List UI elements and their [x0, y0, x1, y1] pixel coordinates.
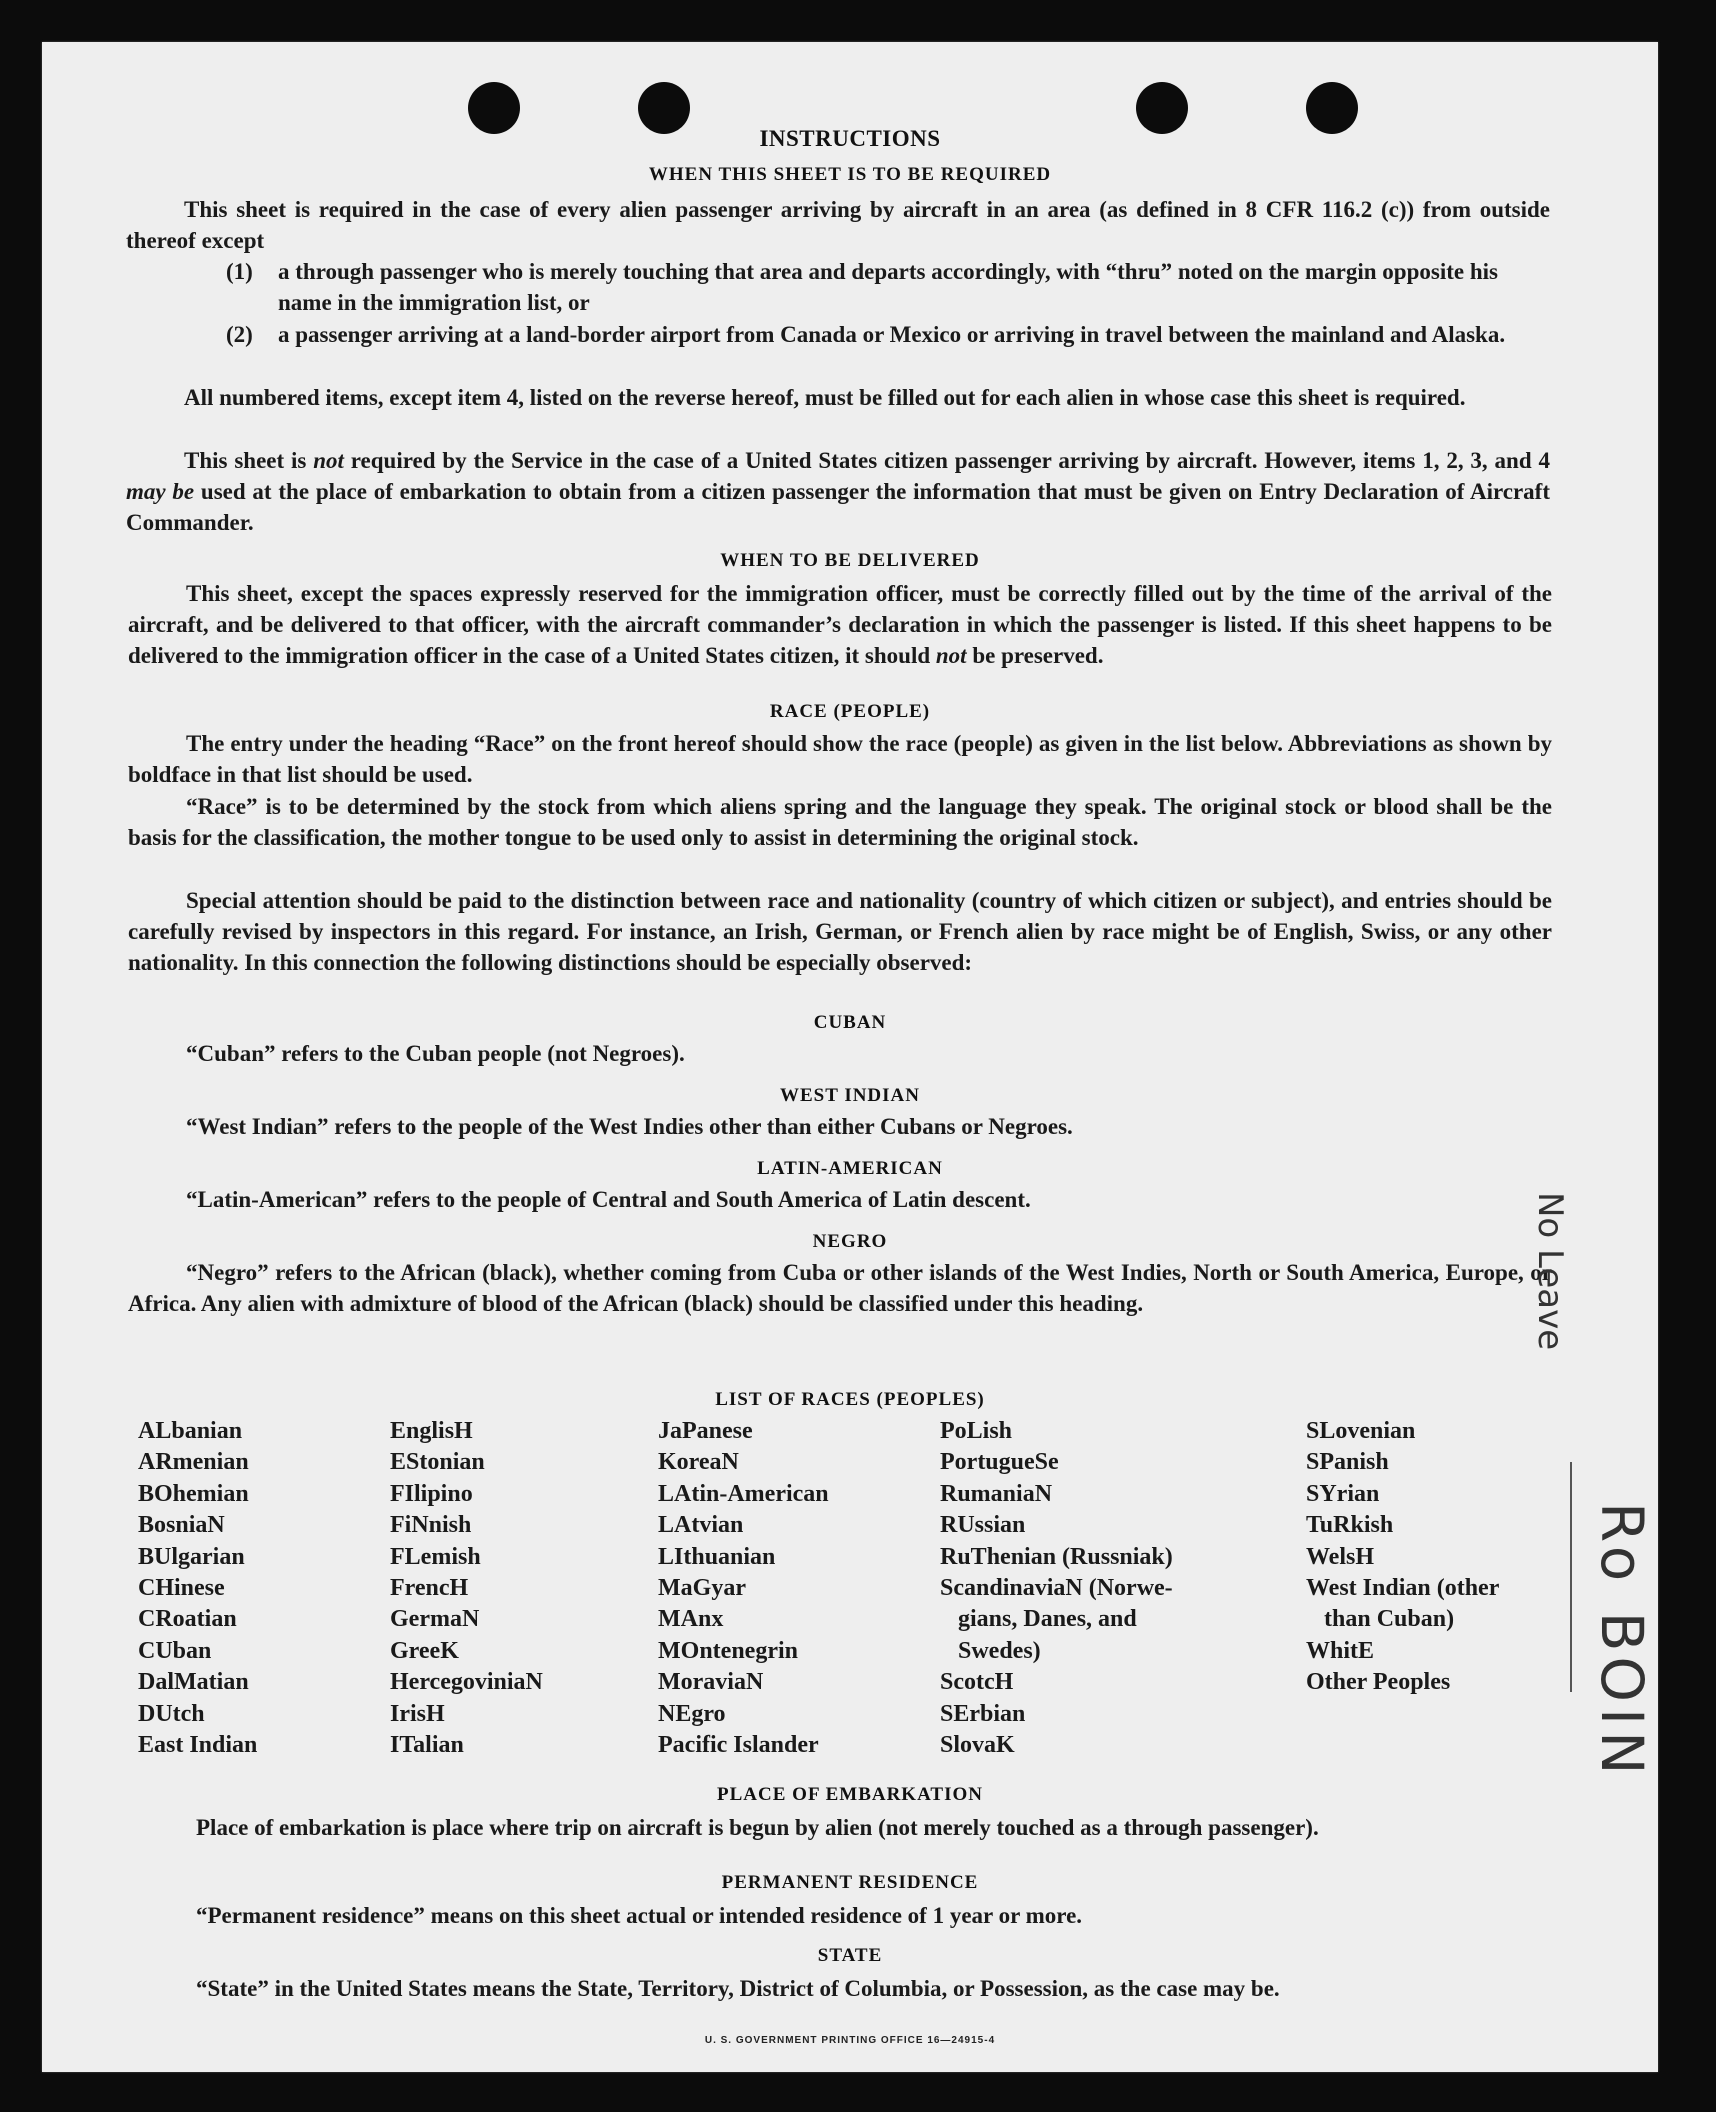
- race-item: MaGyar: [658, 1575, 746, 1602]
- race-item: FiNnish: [390, 1512, 472, 1539]
- race-item: PoLish: [940, 1418, 1013, 1444]
- race-item: DalMatian: [138, 1669, 249, 1696]
- race-item: RuThenian (Russniak): [940, 1543, 1173, 1570]
- heading-latin-american: LATIN-AMERICAN: [757, 1158, 943, 1179]
- race-item: Pacific Islander: [658, 1732, 819, 1759]
- race-item: MAnx: [658, 1606, 724, 1633]
- paragraph: “Negro” refers to the African (black), whether coming from Cuba or other islands of the West Indies, North or South America, Europe, or Africa. Any alien with admixture of blood of the African (black) should be classified under this heading.: [128, 1260, 1552, 1316]
- item-number: (2): [226, 322, 253, 347]
- race-item: FLemish: [390, 1543, 481, 1570]
- race-item: ScotcH: [940, 1669, 1014, 1696]
- margin-line: [1570, 1462, 1572, 1692]
- race-list-column: [138, 1416, 257, 1761]
- race-list-column: [658, 1416, 829, 1761]
- printer-imprint: U. S. GOVERNMENT PRINTING OFFICE 16—24915-4: [704, 2035, 996, 2046]
- handwritten-note: No Leave: [1530, 1192, 1570, 1351]
- race-list-column: [940, 1416, 1173, 1761]
- race-item: GermaN: [390, 1606, 480, 1633]
- race-item: MOntenegrin: [658, 1637, 798, 1664]
- race-item: gians, Danes, and: [940, 1606, 1137, 1633]
- document-page: [42, 42, 1658, 2072]
- heading-when-delivered: WHEN TO BE DELIVERED: [720, 550, 980, 571]
- race-list-column: [1306, 1416, 1499, 1699]
- race-item: RumaniaN: [940, 1480, 1053, 1507]
- heading-west-indian: WEST INDIAN: [780, 1085, 920, 1106]
- heading-state: STATE: [817, 1945, 883, 1966]
- race-list-column: [390, 1416, 543, 1761]
- race-item: MoraviaN: [658, 1669, 764, 1696]
- paragraph: This sheet is not required by the Service in the case of a United States citizen passenger arriving by aircraft. However, items 1, 2, 3, and 4 may be used at the place of embarkation to obtain from a citizen passenger the information that must be given on Entry Declaration of Aircraft Commander.: [126, 448, 1551, 535]
- race-item: East Indian: [138, 1732, 258, 1759]
- heading-negro: NEGRO: [812, 1231, 888, 1252]
- race-item: LIthuanian: [658, 1543, 776, 1570]
- race-item: ITalian: [390, 1732, 464, 1759]
- paragraph: “Cuban” refers to the Cuban people (not Negroes).: [186, 1041, 685, 1066]
- race-item: CHinese: [138, 1575, 225, 1602]
- heading-race: RACE (PEOPLE): [769, 701, 931, 722]
- race-item: PortugueSe: [940, 1449, 1059, 1476]
- race-item: NEgro: [658, 1700, 726, 1727]
- race-item: HercegoviniaN: [390, 1669, 543, 1696]
- race-item: JaPanese: [658, 1418, 753, 1444]
- paragraph: “State” in the United States means the State, Territory, District of Columbia, or Possession, as the case may be.: [196, 1976, 1280, 2001]
- race-item: SLovenian: [1306, 1418, 1416, 1444]
- race-item: SPanish: [1306, 1449, 1389, 1476]
- item-number: (1): [226, 259, 253, 284]
- heading-permanent-residence: PERMANENT RESIDENCE: [721, 1872, 979, 1893]
- race-item: ScandinaviaN (Norwe-: [940, 1575, 1173, 1602]
- race-item: EnglisH: [390, 1418, 473, 1444]
- race-item: BOhemian: [138, 1480, 249, 1507]
- paragraph: Place of embarkation is place where trip on aircraft is begun by alien (not merely touched as a through passenger).: [196, 1815, 1319, 1840]
- race-item: SYrian: [1306, 1480, 1380, 1507]
- heading-cuban: CUBAN: [813, 1012, 887, 1033]
- page-title: INSTRUCTIONS: [759, 126, 941, 151]
- paragraph: “Latin-American” refers to the people of Central and South America of Latin descent.: [186, 1187, 1031, 1212]
- numbered-item: [226, 319, 1552, 350]
- race-item: BosniaN: [138, 1512, 225, 1539]
- race-item: LAtvian: [658, 1512, 744, 1539]
- race-item: KoreaN: [658, 1449, 739, 1476]
- race-item: BUlgarian: [138, 1543, 245, 1570]
- race-item: SErbian: [940, 1700, 1026, 1727]
- paragraph: Special attention should be paid to the distinction between race and nationality (country of which citizen or subject), and entries should be carefully revised by inspectors in this regard. For instance, an Irish, German, or French alien by race might be of English, Swiss, or any other nationality. In this connection the following distinctions should be especially observed:: [128, 888, 1552, 975]
- numbered-item: [226, 256, 1552, 318]
- race-item: LAtin-American: [658, 1480, 829, 1507]
- paragraph: This sheet is required in the case of every alien passenger arriving by aircraft in an area (as defined in 8 CFR 116.2 (c)) from outside thereof except: [126, 197, 1550, 253]
- race-item: IrisH: [390, 1700, 445, 1727]
- race-item: TuRkish: [1306, 1512, 1394, 1539]
- item-text: a passenger arriving at a land-border airport from Canada or Mexico or arriving in travel between the mainland and Alaska.: [278, 322, 1506, 347]
- race-item: than Cuban): [1306, 1606, 1455, 1633]
- paragraph: “Permanent residence” means on this sheet actual or intended residence of 1 year or more.: [196, 1903, 1083, 1928]
- race-item: West Indian (other: [1306, 1575, 1500, 1602]
- paragraph: This sheet, except the spaces expressly reserved for the immigration officer, must be correctly filled out by the time of the arrival of the aircraft, and be delivered to that officer, with the aircraft commander’s declaration in which the passenger is listed. If this sheet happens to be delivered to the immigration officer in the case of a United States citizen, it should not be preserved.: [128, 581, 1552, 668]
- race-item: CRoatian: [138, 1606, 237, 1633]
- race-item: EStonian: [390, 1449, 485, 1476]
- paragraph: All numbered items, except item 4, listed on the reverse hereof, must be filled out for each alien in whose case this sheet is required.: [184, 385, 1466, 410]
- race-item: Other Peoples: [1306, 1669, 1451, 1696]
- race-item: SlovaK: [940, 1732, 1015, 1759]
- race-item: WelsH: [1306, 1543, 1375, 1570]
- race-item: WhitE: [1306, 1637, 1375, 1664]
- race-item: DUtch: [138, 1700, 205, 1727]
- race-item: FIlipino: [390, 1480, 473, 1507]
- race-item: CUban: [138, 1637, 212, 1664]
- race-item: Swedes): [940, 1637, 1041, 1664]
- heading-list-of-races: LIST OF RACES (PEOPLES): [715, 1389, 985, 1410]
- heading-embarkation: PLACE OF EMBARKATION: [717, 1784, 983, 1805]
- paragraph: The entry under the heading “Race” on the front hereof should show the race (people) as given in the list below. Abbreviations as shown by boldface in that list should be used.: [128, 731, 1552, 787]
- heading-when-required: WHEN THIS SHEET IS TO BE REQUIRED: [648, 164, 1052, 185]
- paragraph: “Race” is to be determined by the stock from which aliens spring and the language they speak. The original stock or blood shall be the basis for the classification, the mother tongue to be used only to assist in determining the original stock.: [128, 794, 1552, 850]
- race-item: RUssian: [940, 1512, 1026, 1539]
- race-item: ALbanian: [138, 1418, 243, 1444]
- race-item: ARmenian: [138, 1449, 249, 1476]
- paragraph: “West Indian” refers to the people of the West Indies other than either Cubans or Negroes.: [186, 1114, 1073, 1139]
- race-item: GreeK: [390, 1637, 459, 1664]
- race-item: FrencH: [390, 1575, 469, 1602]
- handwritten-note: Ro BOIN: [1588, 1502, 1656, 1781]
- item-text: a through passenger who is merely touching that area and departs accordingly, with “thru” noted on the margin opposite his name in the immigration list, or: [278, 259, 1498, 315]
